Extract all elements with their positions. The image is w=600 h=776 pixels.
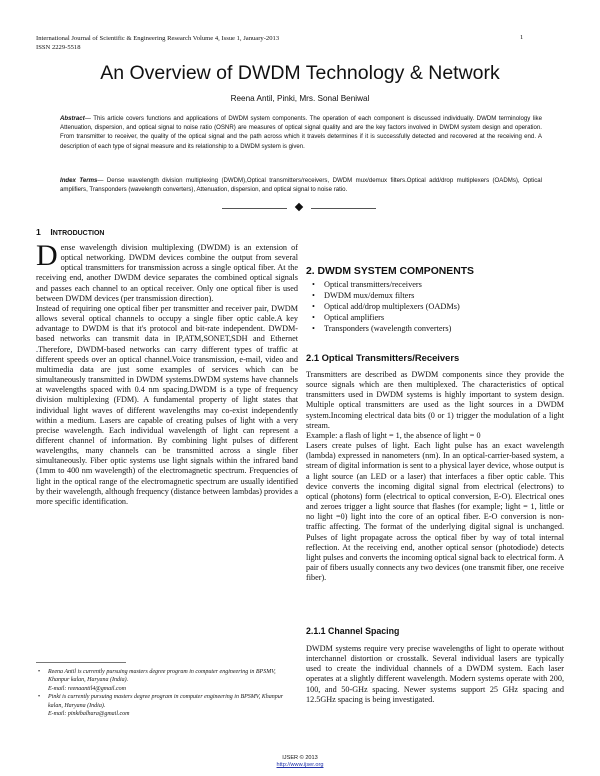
divider-diamond <box>295 203 303 211</box>
index-terms-text: — Dense wavelength division multiplexing (DWDM),Optical transmitters/receivers, DWDM mux/demux filters.Optical add/drop multiplexers (OADMs), Optical amplifiers, Transponders (wavelength converters), Attenuation, dispersion, and optical signal to noise ratio. <box>60 177 542 194</box>
journal-citation: International Journal of Scientific & Engineering Research Volume 4, Issue 1, January-2013 <box>36 35 280 42</box>
index-terms <box>60 176 542 194</box>
list-item: • Optical transmitters/receivers <box>306 280 564 291</box>
paper-title: An Overview of DWDM Technology & Network <box>100 62 500 84</box>
journal-header <box>36 34 279 52</box>
drop-cap: D <box>36 239 58 272</box>
section-1-title-rest: NTRODUCTION <box>52 230 105 237</box>
transmitters-example: Example: a flash of light = 1, the absence of light = 0 <box>306 430 481 440</box>
footer-link[interactable]: http://www.ijser.org <box>276 762 324 768</box>
section-2-1-heading: 2.1 Optical Transmitters/Receivers <box>306 352 460 363</box>
section-2-1-1-heading: 2.1.1 Channel Spacing <box>306 626 400 636</box>
section-1-title-initial: I <box>50 227 53 237</box>
channel-spacing-paragraph: DWDM systems require very precise wavelengths of light to operate without interchannel distortion or crosstalk. Several individual lasers are typically used to create the individual channels of a DWDM system. Each laser operates at a slightly different wavelength. Modern systems operate with 200, 100, and 50-GHz spacing. Newer systems support 25 GHz spacing and 12.5GHz spacing is being investigated. <box>306 644 564 704</box>
page-footer <box>0 755 600 769</box>
transmitters-paragraph-2: Lasers create pulses of light. Each light pulse has an exact wavelength (lambda) expressed in nanometers (nm). In an optical-carrier-based system, a stream of digital information is sent to a physical layer device, whose output is a light source (an LED or a laser) that interfaces a fiber optic cable. This device converts the incoming digital signal from electrical (electrons) to optical (photons) form (electrical to optical conversion, E-O). Electrical ones and zeroes trigger a light source that flashes (for example; light = 1, little or no light =0) light into the core of an optical fiber. E-O conversion is non-traffic affecting. The format of the underlying digital signal is unchanged. Pulses of light propagate across the optical fiber by way of total internal reflection. At the receiving end, another optical sensor (photodiode) detects light pulses and converts the incoming optical signal back to electrical form. A pair of fibers usually connects any two devices (one transmit fiber, one receive fiber). <box>306 441 564 583</box>
footer-copyright: IJSER © 2013 <box>282 755 318 761</box>
divider-line-right <box>311 208 376 209</box>
list-item: • Transponders (wavelength converters) <box>306 324 564 335</box>
footnote-author-1: • Reena Antil is currently pursuing masters degree program in computer engineering in BPSMV, Khanpur kalan, Haryana (India). <box>36 668 298 685</box>
intro-paragraph-2: Instead of requiring one optical fiber per transmitter and receiver pair, DWDM allows several optical channels to occupy a single fiber optic cable.A key advantage to DWDM is that it's protocol and bit-rate independent. DWDM-based networks can transmit data in IP,ATM,SONET,SDH and Ethernet .Therefore, DWDM-based networks can carry different types of traffic at different speeds over an optical channel.Voice transmission, e-mail, video and multimedia data are just some examples of services which can be simultaneously transmitted in DWDM systems.DWDM systems have channels at wavelengths spaced with 0.4 nm spacing.DWDM is a type of frequency division multiplexing (FDM). A fundamental property of light states that individual light waves of different wavelengths may co-exist independently within a medium. Lasers are capable of creating pulses of light with a very precise wavelength. Each individual wavelength of light can represent a different channel of information. By combining light pulses of different wavelengths, many channels can be transmitted across a single fiber simultaneously. Fiber optic systems use light signals within the infrared band (1mm to 400 nm wavelength) of the electromagnetic spectrum. Frequencies of light in the optical range of the electromagnetic spectrum are usually identified by their wavelength, although frequency (distance between lambdas) provides a more specific identification. <box>36 303 298 506</box>
author-list: Reena Antil, Pinki, Mrs. Sonal Beniwal <box>230 94 370 103</box>
list-item: • DWDM mux/demux filters <box>306 291 564 302</box>
footnote-author-2-email: E-mail: pinkibalhara@gmail.com <box>48 711 130 718</box>
section-1-number: 1 <box>36 227 41 237</box>
footnote-author-1-email: E-mail: reenaantil4@gmail.com <box>48 685 126 692</box>
issn: ISSN 2229-5518 <box>36 44 81 51</box>
divider-line-left <box>222 208 287 209</box>
section-2-1-body <box>306 370 564 583</box>
list-item: • Optical add/drop multiplexers (OADMs) <box>306 302 564 313</box>
list-item: • Optical amplifiers <box>306 313 564 324</box>
page-number: 1 <box>520 34 524 41</box>
abstract-text: — This article covers functions and applications of DWDM system components. The operation of each component is discussed individually. DWDM terminology like Attenuation, dispersion, and optical signal to noise ratio (OSNR) are measures of optical signal quality and are the key factors involved in DWDM system design and operation. From transmitter to receiver, the quality of the optical signal and the path across which it travels determines if it is successfully detected and recovered at the receiving end. A description of each type of signal measure and its relationship to a DWDM system is given. <box>60 115 542 150</box>
index-terms-label: Index Terms <box>60 177 98 184</box>
footnote-rule <box>36 662 126 663</box>
intro-paragraph-1 <box>36 239 298 304</box>
abstract <box>60 114 542 151</box>
section-2-heading: 2. DWDM SYSTEM COMPONENTS <box>306 266 474 277</box>
transmitters-paragraph-1: Transmitters are described as DWDM components since they provide the source signals which are then multiplexed. The characteristics of optical transmitters used in DWDM systems is highly important to system design. Multiple optical transmitters are used as the light sources in a DWDM system.Incoming electrical data bits (0 or 1) trigger the modulation of a light stream. <box>306 370 564 430</box>
section-divider <box>222 203 380 213</box>
component-list <box>306 280 564 335</box>
abstract-label: Abstract <box>60 115 85 122</box>
section-1-heading <box>36 227 104 237</box>
intro-paragraph-1-text: ense wavelength division multiplexing (DWDM) is an extension of optical networking. DWDM devices combine the output from several optical transmitters for transmission across a single optical fiber. At the receiving end, another DWDM device separates the combined optical signals and passes each channel to an optical receiver. Only one optical fiber is used between DWDM devices (per transmission direction). <box>36 243 298 303</box>
left-column <box>36 239 298 507</box>
footnote-author-2: • Pinki is currently pursuing masters degree program in computer engineering in BPSMV, Khanpur kalan, Haryana (India). <box>36 693 298 710</box>
footnotes <box>36 668 298 718</box>
